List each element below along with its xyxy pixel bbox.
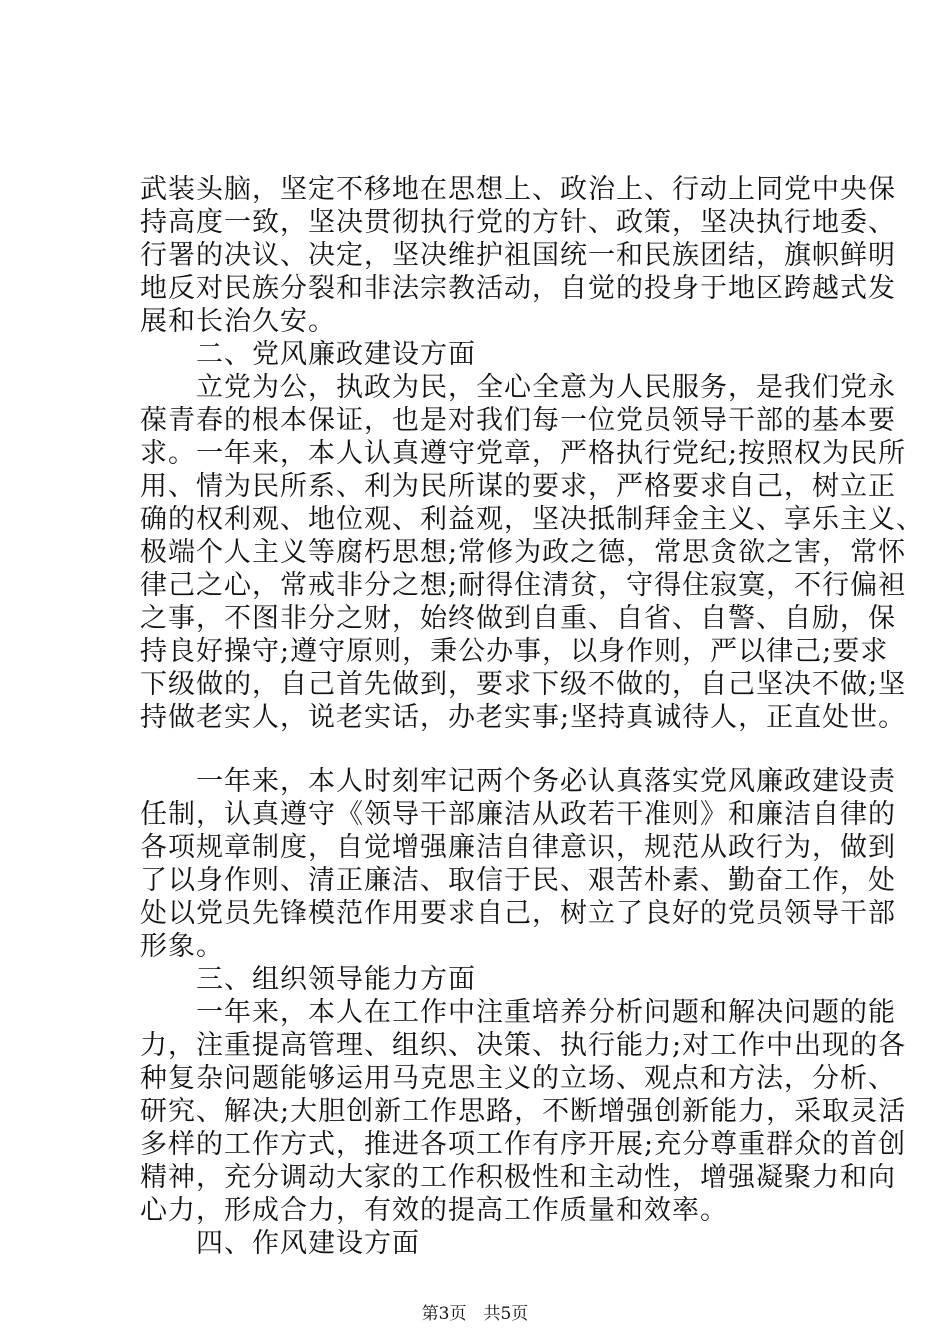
section-heading: 三、组织领导能力方面 [140,964,476,995]
text-line: 多样的工作方式，推进各项工作有序开展;充分尊重群众的首创 [140,1129,907,1160]
text-line: 精神，充分调动大家的工作积极性和主动性，增强凝聚力和向 [140,1162,896,1193]
text-line: 武装头脑，坚定不移地在思想上、政治上、行动上同党中央保 [140,174,896,205]
text-line: 各项规章制度，自觉增强廉洁自律意识，规范从政行为，做到 [140,832,896,863]
text-line: 形象。 [140,931,224,962]
text-line: 了以身作则、清正廉洁、取信于民、艰苦朴素、勤奋工作，处 [140,865,896,896]
text-line: 一年来，本人在工作中注重培养分析问题和解决问题的能 [140,997,896,1028]
text-line: 研究、解决;大胆创新工作思路，不断增强创新能力，采取灵活 [140,1096,907,1127]
text-line: 力，注重提高管理、组织、决策、执行能力;对工作中出现的各 [140,1030,907,1061]
text-line: 任制，认真遵守《领导干部廉洁从政若干准则》和廉洁自律的 [140,799,896,830]
text-line: 持良好操守;遵守原则，秉公办事，以身作则，严以律己;要求 [140,636,889,667]
text-line: 求。一年来，本人认真遵守党章，严格执行党纪;按照权为民所 [140,438,907,469]
text-line: 展和长治久安。 [140,306,336,337]
text-line: 下级做的，自己首先做到，要求下级不做的，自己坚决不做;坚 [140,669,907,700]
section-heading: 二、党风廉政建设方面 [140,339,476,370]
text-line: 行署的决议、决定，坚决维护祖国统一和民族团结，旗帜鲜明 [140,240,896,271]
text-line: 葆青春的根本保证，也是对我们每一位党员领导干部的基本要 [140,405,896,436]
text-line: 持做老实人，说老实话，办老实事;坚持真诚待人，正直处世。 [140,702,907,733]
text-line: 心力，形成合力，有效的提高工作质量和效率。 [140,1195,728,1226]
text-line: 立党为公，执政为民，全心全意为人民服务，是我们党永 [140,372,896,403]
text-line: 处以党员先锋模范作用要求自己，树立了良好的党员领导干部 [140,898,896,929]
section-heading: 四、作风建设方面 [140,1228,420,1259]
text-line: 之事，不图非分之财，始终做到自重、自省、自警、自励，保 [140,603,896,634]
text-line: 极端个人主义等腐朽思想;常修为政之德，常思贪欲之害，常怀 [140,537,907,568]
text-line: 确的权利观、地位观、利益观，坚决抵制拜金主义、享乐主义、 [140,504,924,535]
text-line: 一年来，本人时刻牢记两个务必认真落实党风廉政建设责 [140,766,896,797]
page-number: 第3页 共5页 [421,1304,529,1324]
text-line: 地反对民族分裂和非法宗教活动，自觉的投身于地区跨越式发 [140,273,896,304]
text-line: 律己之心，常戒非分之想;耐得住清贫，守得住寂寞，不行偏袒 [140,570,907,601]
text-line: 用、情为民所系、利为民所谋的要求，严格要求自己，树立正 [140,471,896,502]
text-line: 种复杂问题能够运用马克思主义的立场、观点和方法，分析、 [140,1063,896,1094]
text-line: 持高度一致，坚决贯彻执行党的方针、政策，坚决执行地委、 [140,207,896,238]
